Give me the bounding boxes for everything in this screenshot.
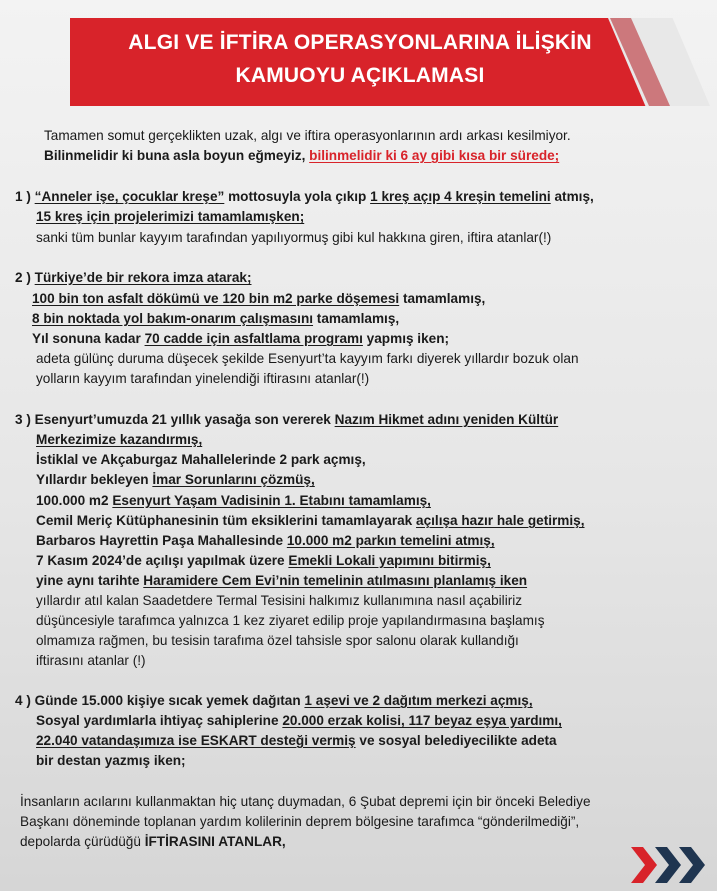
s3-line-4: Yıllardır bekleyen İmar Sorunlarını çözmüş, bbox=[36, 472, 315, 487]
s2-line-6: yolların kayyım tarafından yinelendiği iftirasını atanlar(!) bbox=[36, 371, 370, 386]
s3-line-1: 3 ) Esenyurt’umuzda 21 yıllık yasağa son vererek Nazım Hikmet adını yeniden Kültür bbox=[15, 412, 559, 427]
s2-line-5: adeta gülünç duruma düşecek şekilde Esenyurt’ta kayyım farkı diyerek yıllardır bozuk olan bbox=[36, 351, 579, 366]
s1-line-1: 1 ) “Anneler işe, çocuklar kreşe” mottosuyla yola çıkıp 1 kreş açıp 4 kreşin temelini atmış, bbox=[15, 189, 594, 204]
closing-line-1: İnsanların acılarını kullanmaktan hiç utanç duymadan, 6 Şubat depremi için bir önceki Belediye bbox=[20, 794, 591, 809]
page-title bbox=[70, 26, 650, 92]
s2-line-3: 8 bin noktada yol bakım-onarım çalışmasını tamamlamış, bbox=[32, 311, 400, 326]
s4-number: 4 ) bbox=[15, 693, 31, 708]
s3-line-7: Barbaros Hayrettin Paşa Mahallesinde 10.000 m2 parkın temelini atmış, bbox=[36, 533, 495, 548]
s3-number: 3 ) bbox=[15, 412, 31, 427]
s1-number: 1 ) bbox=[15, 189, 31, 204]
s2-line-1: 2 ) Türkiye’de bir rekora imza atarak; bbox=[15, 270, 252, 285]
closing-line-2: Başkanı döneminde toplanan yardım kolilerinin deprem bölgesine tarafımca “gönderilmediği”, bbox=[20, 814, 580, 829]
title-line-1: ALGI VE İFTİRA OPERASYONLARINA İLİŞKİN bbox=[128, 31, 592, 54]
s2-line-4: Yıl sonuna kadar 70 cadde için asfaltlama programı yapmış iken; bbox=[32, 331, 450, 346]
s3-line-11: düşüncesiyle tarafımca yalnızca 1 kez ziyaret edilip proje yapılandırmasına başlamış bbox=[36, 613, 545, 628]
intro-line-1: Tamamen somut gerçeklikten uzak, algı ve iftira operasyonlarının ardı arkası kesilmiyor. bbox=[44, 128, 571, 143]
s3-line-6: Cemil Meriç Kütüphanesinin tüm eksiklerini tamamlayarak açılışa hazır hale getirmiş, bbox=[36, 513, 585, 528]
s1-line-3: sanki tüm bunlar kayyım tarafından yapılıyormuş gibi kul hakkına giren, iftira atanlar(!) bbox=[36, 230, 552, 245]
closing-line-3: depolarda çürüdüğü İFTİRASINI ATANLAR, bbox=[20, 834, 286, 849]
intro-bold: Bilinmelidir ki buna asla boyun eğmeyiz, bbox=[44, 148, 306, 163]
s3-line-8: 7 Kasım 2024’de açılışı yapılmak üzere Emekli Lokali yapımını bitirmiş, bbox=[36, 553, 491, 568]
s1-line-2: 15 kreş için projelerimizi tamamlamışken; bbox=[36, 209, 305, 224]
s3-line-10: yıllardır atıl kalan Saadetdere Termal Tesisini halkımız kullanımına nasıl açabiliriz bbox=[36, 593, 523, 608]
s4-line-3: 22.040 vatandaşımıza ise ESKART desteği vermiş ve sosyal belediyecilikte adeta bbox=[36, 733, 557, 748]
s3-line-5: 100.000 m2 Esenyurt Yaşam Vadisinin 1. Etabını tamamlamış, bbox=[36, 493, 431, 508]
s4-line-2: Sosyal yardımlarla ihtiyaç sahiplerine 20.000 erzak kolisi, 117 beyaz eşya yardımı, bbox=[36, 713, 562, 728]
s3-line-12: olmamıza rağmen, bu tesisin tarafıma özel tahsisle spor salonu olarak kullandığı bbox=[36, 633, 519, 648]
s4-line-1: 4 ) Günde 15.000 kişiye sıcak yemek dağıtan 1 aşevi ve 2 dağıtım merkezi açmış, bbox=[15, 693, 533, 708]
s3-line-13: iftirasını atanlar (!) bbox=[36, 653, 146, 668]
intro-line-2 bbox=[44, 147, 559, 165]
s2-number: 2 ) bbox=[15, 270, 31, 285]
s3-line-3: İstiklal ve Akçaburgaz Mahallelerinde 2 park açmış, bbox=[36, 452, 366, 467]
s3-line-9: yine aynı tarihte Haramidere Cem Evi’nin temelinin atılmasını planlamış iken bbox=[36, 573, 528, 588]
s2-line-2: 100 bin ton asfalt dökümü ve 120 bin m2 parke döşemesi tamamlamış, bbox=[32, 291, 486, 306]
s3-line-2: Merkezimize kazandırmış, bbox=[36, 432, 203, 447]
intro-red: bilinmelidir ki 6 ay gibi kısa bir sürede; bbox=[309, 148, 560, 163]
s4-line-4: bir destan yazmış iken; bbox=[36, 753, 186, 768]
chevron-arrows-icon bbox=[631, 845, 709, 885]
title-line-2: KAMUOYU AÇIKLAMASI bbox=[235, 64, 485, 87]
